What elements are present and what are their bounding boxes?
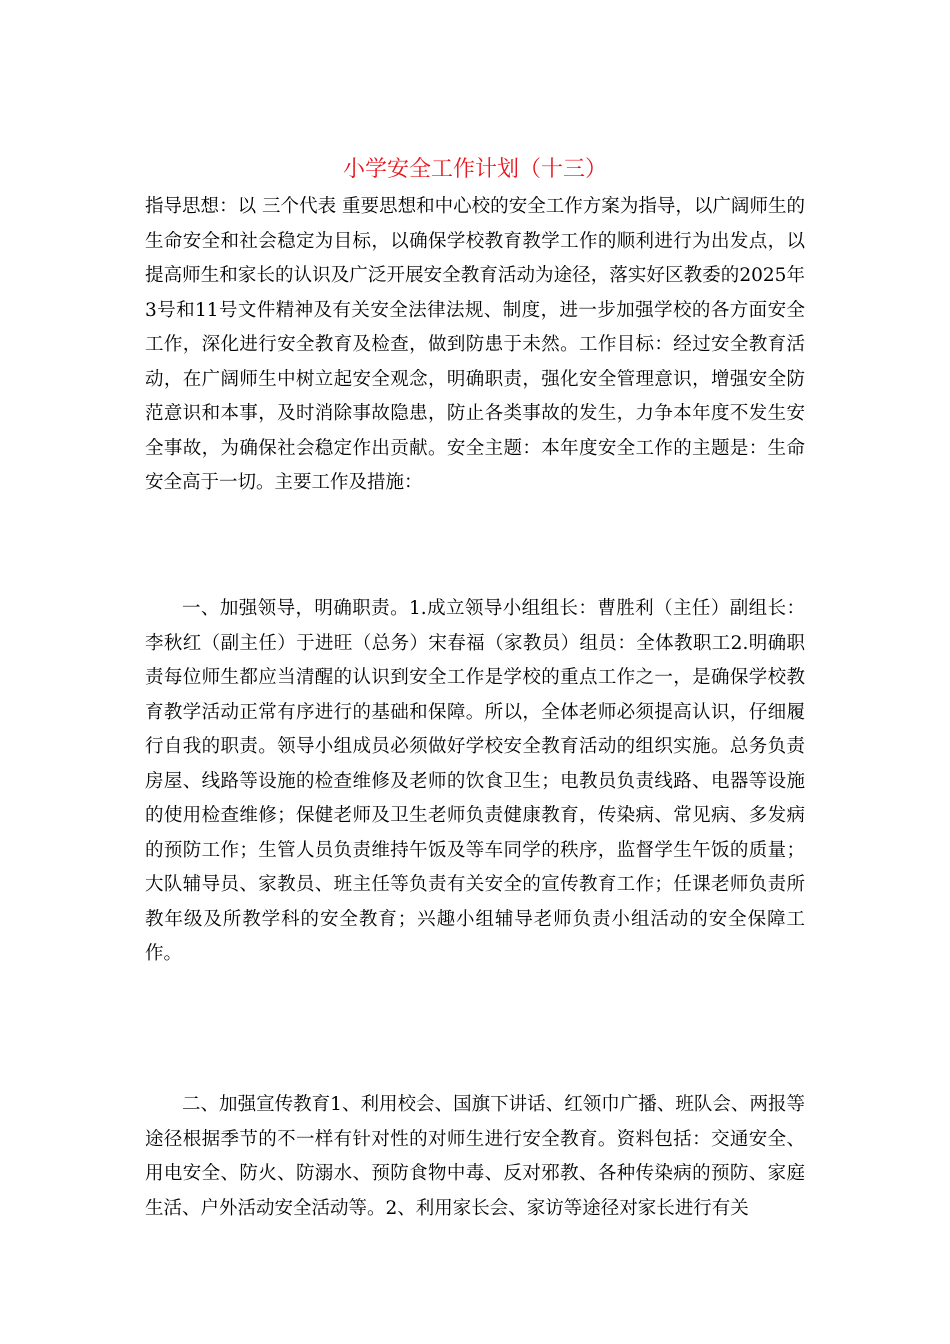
paragraph-guiding-ideology: 指导思想：以 三个代表 重要思想和中心校的安全工作方案为指导，以广阔师生的生命安全和社会稳定为目标，以确保学校教育教学工作的顺利进行为出发点，以提高师生和家长的认识及广泛开展安全教育活动为途径，落实好区教委的2025年3号和11号文件精神及有关安全法律法规、制度，进一步加强学校的各方面安全工作，深化进行安全教育及检查，做到防患于未然。工作目标：经过安全教育活动，在广阔师生中树立起安全观念，明确职责，强化安全管理意识，增强安全防范意识和本事，及时消除事故隐患，防止各类事故的发生，力争本年度不发生安全事故，为确保社会稳定作出贡献。安全主题：本年度安全工作的主题是：生命安全高于一切。主要工作及措施：	[145, 196, 805, 493]
paragraph-leadership: 一、加强领导，明确职责。1.成立领导小组组长：曹胜利（主任）副组长：李秋红（副主任）于进旺（总务）宋春福（家教员）组员：全体教职工2.明确职责每位师生都应当清醒的认识到安全工作是学校的重点工作之一，是确保学校教育教学活动正常有序进行的基础和保障。所以，全体老师必须提高认识，仔细履行自我的职责。领导小组成员必须做好学校安全教育活动的组织实施。总务负责房屋、线路等设施的检查维修及老师的饮食卫生；电教员负责线路、电器等设施的使用检查维修；保健老师及卫生老师负责健康教育，传染病、常见病、多发病的预防工作；生管人员负责维持午饭及等车同学的秩序，监督学生午饭的质量；大队辅导员、家教员、班主任等负责有关安全的宣传教育工作；任课老师负责所教年级及所教学科的安全教育；兴趣小组辅导老师负责小组活动的安全保障工作。	[145, 598, 805, 964]
paragraph-publicity: 二、加强宣传教育1、利用校会、国旗下讲话、红领巾广播、班队会、两报等途径根据季节的不一样有针对性的对师生进行安全教育。资料包括：交通安全、用电安全、防火、防溺水、预防食物中毒、反对邪教、各种传染病的预防、家庭生活、户外活动安全活动等。2、利用家长会、家访等途径对家长进行有关	[145, 1094, 805, 1219]
document-title: 小学安全工作计划（十三）	[342, 157, 607, 182]
